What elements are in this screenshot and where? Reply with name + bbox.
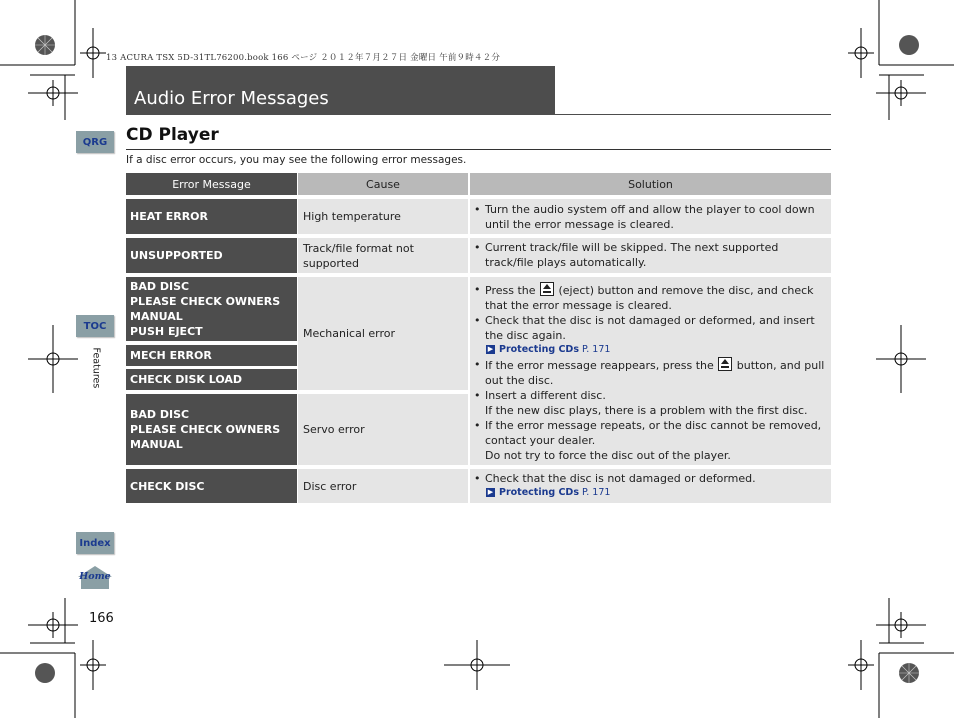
solution-text: Check that the disc is not damaged or deformed, and insert the disc again.	[485, 314, 815, 342]
protecting-cds-link[interactable]	[485, 486, 827, 500]
error-label: BAD DISC	[130, 408, 190, 421]
error-label: MECH ERROR	[130, 349, 212, 362]
cause-servo	[298, 394, 468, 465]
header-error-message: Error Message	[126, 173, 297, 195]
error-label: CHECK DISK LOAD	[130, 373, 243, 386]
solution-bullet	[485, 357, 827, 388]
error-label: BAD DISC	[130, 280, 190, 293]
eject-icon	[540, 282, 554, 296]
error-label: PLEASE CHECK OWNERS	[130, 295, 281, 308]
solution-text: If the error message reappears, press the	[485, 359, 714, 372]
print-header-line: 13 ACURA TSX 5D-31TL76200.book 166 ページ ２０１２年７月２７日 金曜日 午前９時４２分	[106, 53, 501, 63]
solution-text: If the new disc plays, there is a problem with the first disc.	[485, 404, 808, 417]
cause-disc-error	[298, 469, 468, 503]
error-label: MANUAL	[130, 310, 183, 323]
error-label: HEAT ERROR	[130, 210, 208, 223]
cause-label: Servo error	[303, 423, 365, 436]
section-rule	[126, 149, 831, 150]
error-label: PUSH EJECT	[130, 325, 203, 338]
xref-label: Protecting CDs	[499, 487, 579, 498]
solution-text: (eject) button and remove the disc, and check that the error message is cleared.	[485, 284, 814, 312]
page-number: 166	[89, 611, 114, 626]
xref-label: Protecting CDs	[499, 344, 579, 355]
error-check-disk-load	[126, 369, 297, 390]
link-arrow-icon: ▶	[487, 488, 494, 496]
solution-bullet	[485, 418, 827, 463]
cause-heat	[298, 199, 468, 234]
solution-unsupported	[470, 238, 831, 273]
solution-bullet	[485, 282, 827, 313]
error-label: CHECK DISC	[130, 479, 205, 493]
link-arrow-icon: ▶	[487, 345, 494, 353]
home-label: Home	[79, 571, 111, 582]
toc-button[interactable]: TOC	[76, 315, 114, 337]
eject-icon	[718, 357, 732, 371]
solution-heat	[470, 199, 831, 234]
qrg-button[interactable]: QRG	[76, 131, 114, 153]
index-button[interactable]: Index	[76, 532, 114, 554]
page-title: Audio Error Messages	[134, 88, 329, 109]
solution-text: • Insert a different disc.	[485, 389, 606, 402]
error-unsupported	[126, 238, 297, 273]
features-side-label: Features	[90, 347, 102, 389]
intro-text: If a disc error occurs, you may see the following error messages.	[126, 154, 467, 166]
error-check-disc	[126, 469, 297, 503]
cause-label: Disc error	[303, 479, 357, 493]
cause-label: High temperature	[303, 210, 401, 223]
cause-mechanical	[298, 277, 468, 390]
error-bad-disc-servo	[126, 394, 297, 465]
home-button[interactable]	[76, 564, 114, 590]
protecting-cds-link[interactable]	[485, 343, 827, 357]
error-mech	[126, 345, 297, 366]
error-heat	[126, 199, 297, 234]
cause-label: Mechanical error	[303, 327, 396, 340]
solution-text: Press the	[485, 284, 536, 297]
solution-bullet	[485, 388, 827, 418]
error-label: PLEASE CHECK OWNERS	[130, 423, 281, 436]
solution-bullet: • Current track/file will be skipped. The next supported track/file plays automatically.	[485, 240, 827, 270]
xref-page: P. 171	[582, 487, 611, 498]
solution-bullet	[485, 313, 827, 357]
section-title: CD Player	[126, 125, 219, 145]
solution-check-disc	[470, 469, 831, 503]
solution-text: Do not try to force the disc out of the player.	[485, 449, 731, 462]
solution-text: Check that the disc is not damaged or deformed.	[485, 472, 756, 485]
cause-unsupported	[298, 238, 468, 273]
solution-text: button, and pull out the disc.	[485, 359, 825, 387]
solution-bullet: • Turn the audio system off and allow the player to cool down until the error message is cleared.	[485, 202, 827, 232]
solution-bullet	[485, 471, 827, 500]
header-solution: Solution	[470, 173, 831, 195]
solution-text: • If the error message repeats, or the disc cannot be removed, contact your dealer.	[485, 419, 822, 447]
error-label: UNSUPPORTED	[130, 249, 223, 262]
header-cause: Cause	[298, 173, 468, 195]
solution-mechanical-servo	[470, 277, 831, 465]
cause-label: Track/file format not supported	[303, 241, 414, 270]
error-bad-disc-push-eject	[126, 277, 297, 341]
xref-page: P. 171	[582, 344, 611, 355]
error-label: MANUAL	[130, 438, 183, 451]
title-rule	[126, 114, 831, 115]
